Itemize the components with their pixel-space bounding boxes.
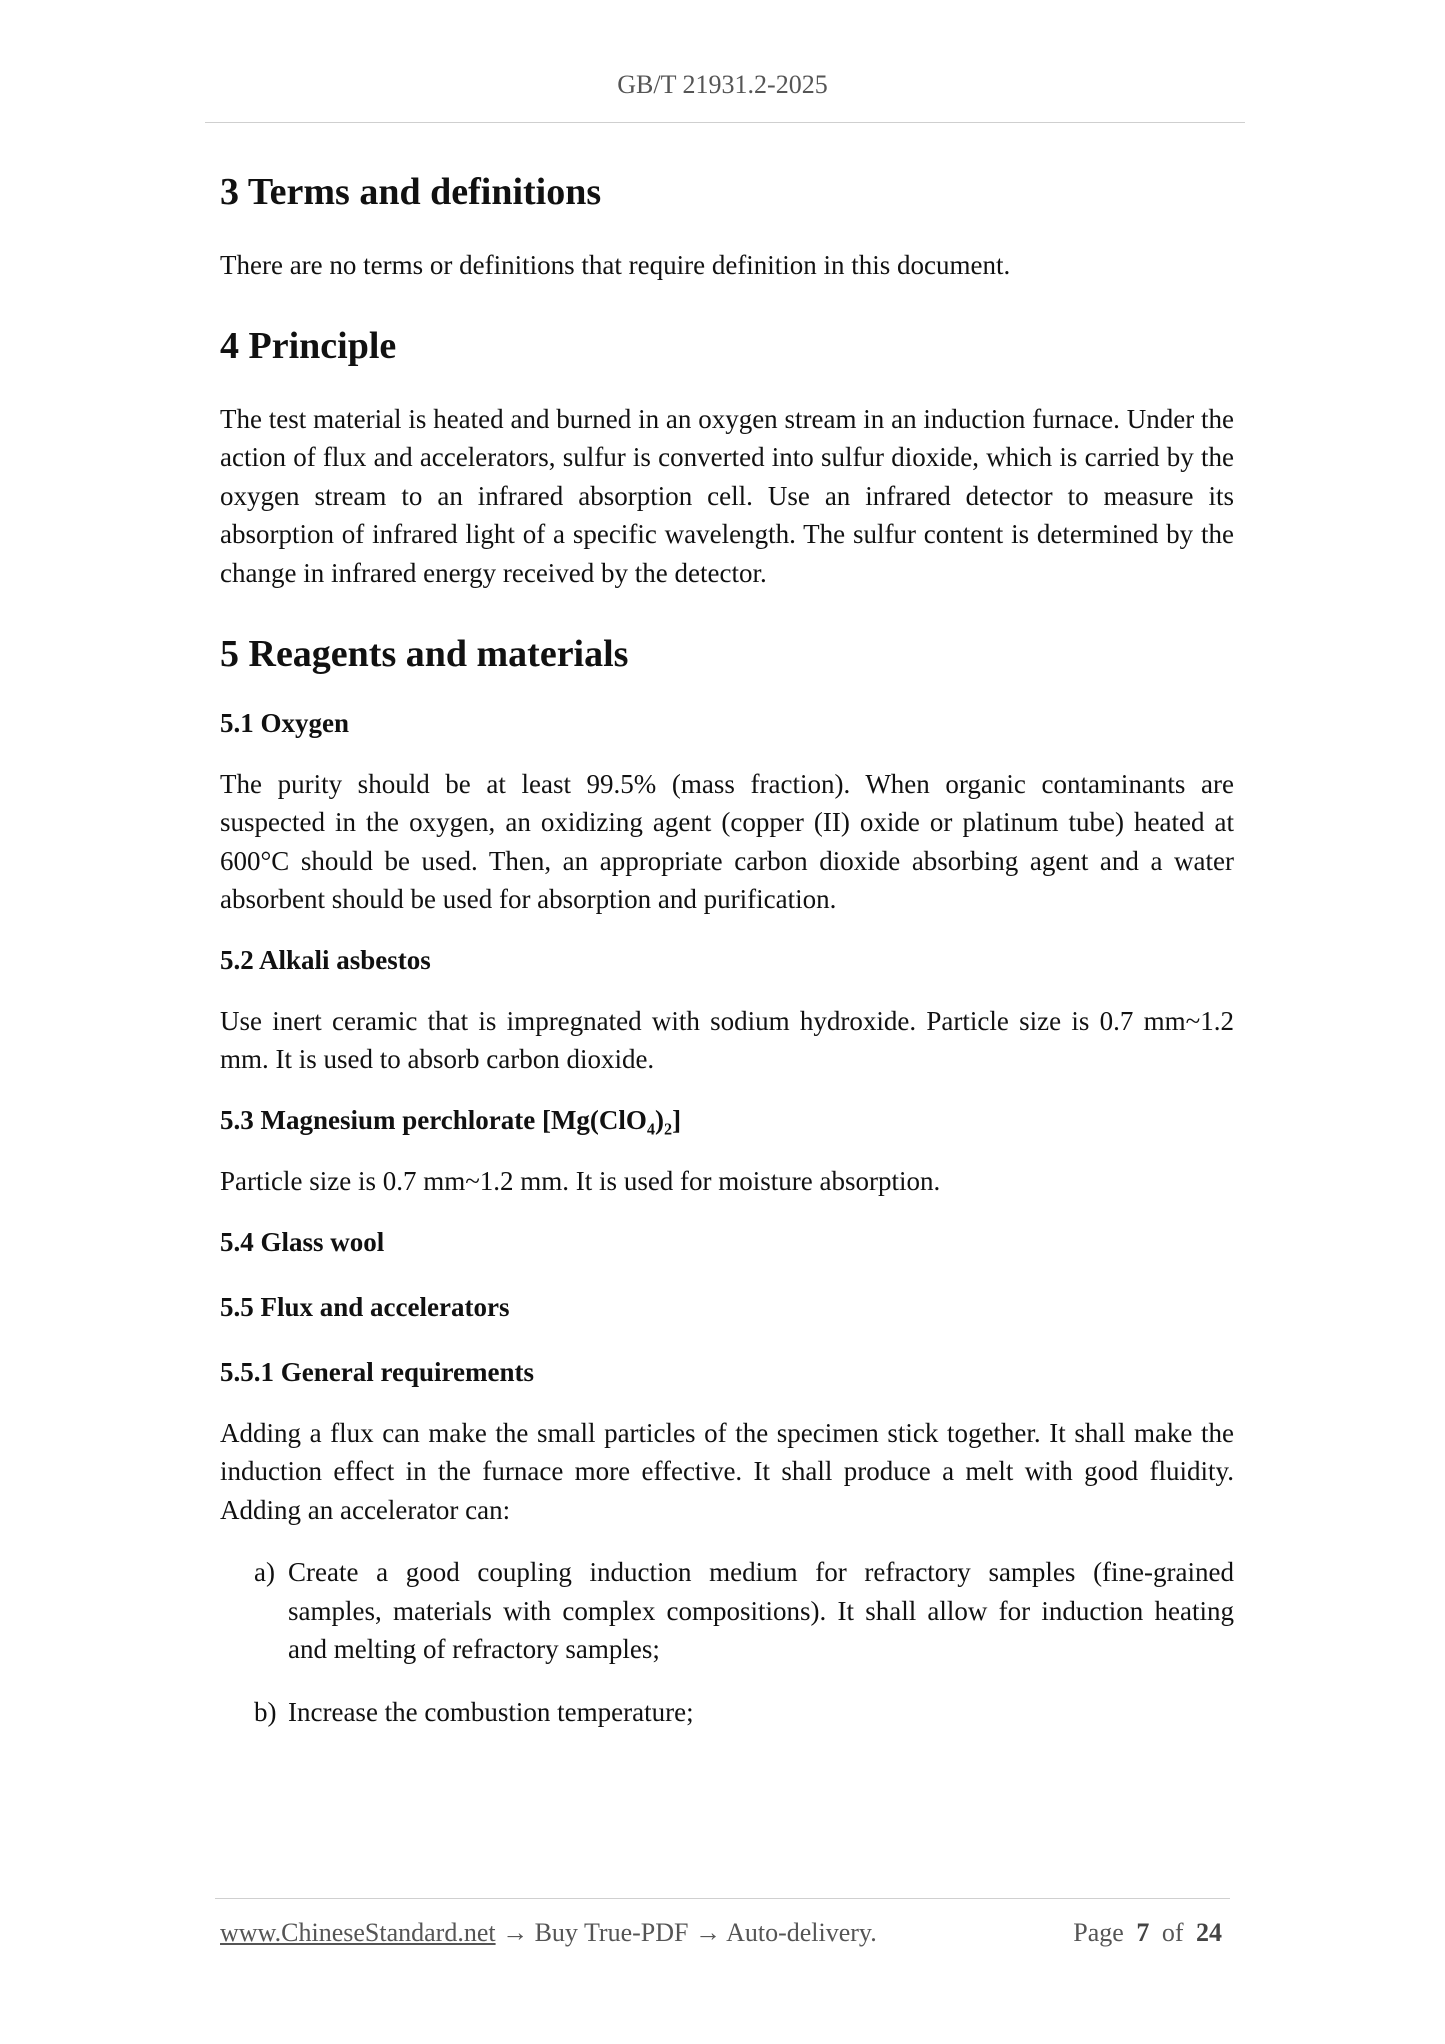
- buy-text: Buy True-PDF: [534, 1918, 689, 1947]
- list-item-text: Create a good coupling induction medium for refractory samples (fine-grained samples, materials with complex compositions). It shall allow for induction heating and melting of refractory samples;: [288, 1557, 1234, 1665]
- section-5-5-1-heading: 5.5.1 General requirements: [220, 1356, 534, 1387]
- section-5-1-heading: 5.1 Oxygen: [220, 707, 350, 738]
- page-header: GB/T 21931.2-2025: [617, 70, 828, 99]
- list-marker: a): [254, 1557, 275, 1588]
- list-item: [254, 1693, 1234, 1732]
- requirements-list: [254, 1553, 1234, 1731]
- page-number: [1073, 1918, 1228, 1948]
- list-item-text: Increase the combustion temperature;: [288, 1696, 694, 1727]
- page-footer: [220, 1918, 1228, 1958]
- delivery-text: Auto-delivery.: [726, 1918, 877, 1947]
- page-label: Page: [1073, 1918, 1124, 1947]
- section-5-3-heading: 5.3 Magnesium perchlorate [Mg(ClO₄)₂]: [220, 1104, 682, 1135]
- list-item: [254, 1553, 1234, 1669]
- section-5-2-body: Use inert ceramic that is impregnated with sodium hydroxide. Particle size is 0.7 mm~1.2 mm. It is used to absorb carbon dioxide.: [220, 1005, 1234, 1075]
- section-5-heading: 5 Reagents and materials: [220, 633, 629, 676]
- section-5-5-heading: 5.5 Flux and accelerators: [220, 1291, 510, 1322]
- arrow-right-icon: →: [695, 1918, 721, 1947]
- section-4-body: The test material is heated and burned in an oxygen stream in an induction furnace. Under the action of flux and accelerators, sulfur is converted into sulfur dioxide, which is carried by the oxygen stream to an infrared absorption cell. Use an infrared detector to measure its absorption of infrared light of a specific wavelength. The sulfur content is determined by the change in infrared energy received by the detector.: [220, 403, 1234, 588]
- footer-divider: [215, 1898, 1230, 1899]
- site-link[interactable]: www.ChineseStandard.net: [220, 1918, 496, 1947]
- arrow-right-icon: →: [502, 1918, 529, 1947]
- section-5-3-body: Particle size is 0.7 mm~1.2 mm. It is used for moisture absorption.: [220, 1166, 941, 1197]
- footer-promo: [220, 1918, 877, 1948]
- list-marker: b): [254, 1696, 277, 1727]
- section-4-heading: 4 Principle: [220, 325, 397, 368]
- section-5-1-body: The purity should be at least 99.5% (mass fraction). When organic contaminants are suspected in the oxygen, an oxidizing agent (copper (II) oxide or platinum tube) heated at 600°C should be used. Then, an appropriate carbon dioxide absorbing agent and a water absorbent should be used for absorption and purification.: [220, 768, 1234, 915]
- header-divider: [205, 122, 1245, 123]
- section-5-5-1-body: Adding a flux can make the small particles of the specimen stick together. It shall make the induction effect in the furnace more effective. It shall produce a melt with good fluidity. Adding an accelerator can:: [220, 1417, 1234, 1525]
- section-3-body: There are no terms or definitions that require definition in this document.: [220, 249, 1011, 280]
- section-5-2-heading: 5.2 Alkali asbestos: [220, 944, 431, 975]
- page-content: [220, 160, 1234, 1731]
- page-of: of: [1161, 1918, 1184, 1947]
- section-5-4-heading: 5.4 Glass wool: [220, 1226, 385, 1257]
- page-current: 7: [1136, 1918, 1150, 1947]
- section-3-heading: 3 Terms and definitions: [220, 171, 602, 213]
- page-total: 24: [1196, 1918, 1222, 1947]
